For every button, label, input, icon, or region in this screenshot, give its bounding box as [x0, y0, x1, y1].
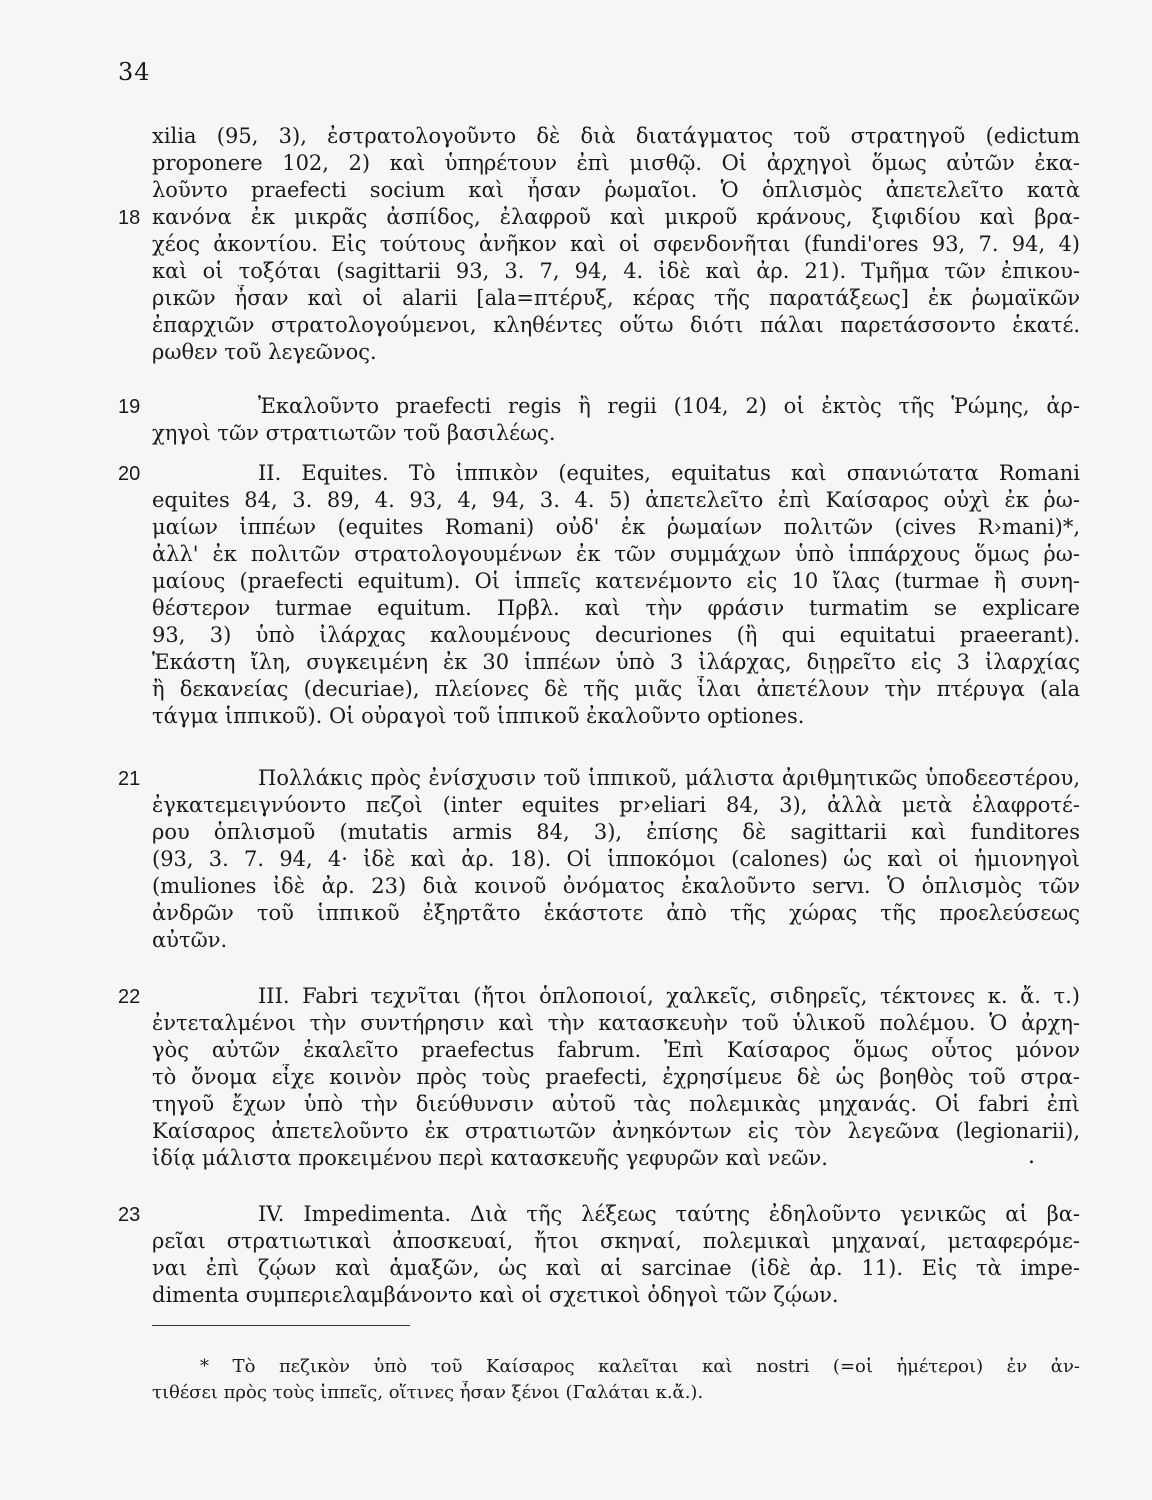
text-line: ἐντεταλμένοι τὴν συντήρησιν καὶ τὴν κατασκευὴν τοῦ ὑλικοῦ πολέμου. Ὁ ἀρχη-	[152, 1011, 1080, 1035]
text-line: III. Fabri τεχνῖται (ἤτοι ὁπλοποιοί, χαλκεῖς, σιδηρεῖς, τέκτονες κ. ἄ. τ.)	[258, 984, 1080, 1008]
text-line: ρου ὁπλισμοῦ (mutatis armis 84, 3), ἐπίσης δὲ sagittarii καὶ funditores	[152, 820, 1080, 844]
text-line: proponere 102, 2) καὶ ὑπηρέτουν ἐπὶ μισθῷ. Οἱ ἀρχηγοὶ ὅμως αὐτῶν ἐκα-	[152, 151, 1080, 175]
margin-number: 23	[118, 1204, 141, 1226]
page-number: 34	[118, 58, 151, 86]
margin-number: 22	[118, 986, 141, 1008]
text-line: 93, 3) ὑπὸ ἰλάρχας καλουμένους decuriones (ἢ qui equitatui praeerant).	[152, 623, 1080, 647]
text-line: ρεῖαι στρατιωτικαὶ ἀποσκευαί, ἤτοι σκηναί, πολεμικαὶ μηχαναί, μεταφερόμε-	[152, 1229, 1080, 1253]
text-line: χηγοὶ τῶν στρατιωτῶν τοῦ βασιλέως.	[152, 421, 556, 445]
footnote-line: τιθέσει πρὸς τοὺς ἱππεῖς, οἵτινες ἦσαν ξένοι (Γαλάται κ.ἄ.).	[152, 1382, 704, 1403]
text-line: ναι ἐπὶ ζῴων καὶ ἁμαξῶν, ὡς καὶ αἱ sarcinae (ἰδὲ ἀρ. 11). Εἰς τὰ impe-	[152, 1256, 1080, 1280]
text-line: equites 84, 3. 89, 4. 93, 4, 94, 3. 4. 5) ἀπετελεῖτο ἐπὶ Καίσαρος οὐχὶ ἐκ ῥω-	[152, 488, 1080, 512]
text-line: μαίους (praefecti equitum). Οἱ ἱππεῖς κατενέμοντο εἰς 10 ἴλας (turmae ἢ συνη-	[152, 569, 1080, 593]
text-line: ἀνδρῶν τοῦ ἱππικοῦ ἐξηρτᾶτο ἑκάστοτε ἀπὸ τῆς χώρας τῆς προελεύσεως	[152, 901, 1080, 925]
text-line: γὸς αὐτῶν ἐκαλεῖτο praefectus fabrum. Ἐπὶ Καίσαρος ὅμως οὗτος μόνον	[152, 1038, 1080, 1062]
text-line: (93, 3. 7. 94, 4· ἰδὲ καὶ ἀρ. 18). Οἱ ἱπποκόμοι (calones) ὡς καὶ οἱ ἡμιονηγοὶ	[152, 847, 1080, 871]
text-line: τάγμα ἱππικοῦ). Οἱ οὐραγοὶ τοῦ ἱππικοῦ ἐκαλοῦντο optiones.	[152, 704, 805, 728]
text-line: Πολλάκις πρὸς ἐνίσχυσιν τοῦ ἱππικοῦ, μάλιστα ἀριθμητικῶς ὑποδεεστέρου,	[258, 766, 1080, 790]
text-line: ἐπαρχιῶν στρατολογούμενοι, κληθέντες οὕτω διότι πάλαι παρετάσσοντο ἑκατέ.	[152, 313, 1080, 337]
text-line: αὐτῶν.	[152, 928, 228, 952]
text-line: (muliones ἰδὲ ἀρ. 23) διὰ κοινοῦ ὀνόματος ἐκαλοῦντο servı. Ὁ ὁπλισμὸς τῶν	[152, 874, 1080, 898]
footnote-divider	[152, 1325, 410, 1326]
text-line: μαίων ἱππέων (equites Romani) οὐδ' ἐκ ῥωμαίων πολιτῶν (cives R›mani)*,	[152, 515, 1080, 539]
text-line: ρικῶν ἦσαν καὶ οἱ alarii [ala=πτέρυξ, κέρας τῆς παρατάξεως] ἐκ ῥωμαϊκῶν	[152, 286, 1080, 310]
text-line: τὸ ὄνομα εἶχε κοινὸν πρὸς τοὺς praefecti, ἐχρησίμευε δὲ ὡς βοηθὸς τοῦ στρα-	[152, 1065, 1080, 1089]
text-line: Καίσαρος ἀπετελοῦντο ἐκ στρατιωτῶν ἀνηκόντων εἰς τὸν λεγεῶνα (legionarii),	[152, 1119, 1080, 1143]
text-line: Ἑκάστη ἴλη, συγκειμένη ἐκ 30 ἱππέων ὑπὸ 3 ἰλάρχας, διῃρεῖτο εἰς 3 ἰλαρχίας	[152, 650, 1080, 674]
margin-number: 18	[118, 207, 141, 229]
text-line: καὶ οἱ τοξόται (sagittarii 93, 3. 7, 94, 4. ἰδὲ καὶ ἀρ. 21). Τμῆμα τῶν ἐπικου-	[152, 259, 1080, 283]
text-line: II. Equites. Τὸ ἱππικὸν (equites, equitatus καὶ σπανιώτατα Romani	[258, 461, 1080, 485]
text-line: ἐγκατεμειγνύοντο πεζοὶ (inter equites pr›eliari 84, 3), ἀλλὰ μετὰ ἐλαφροτέ-	[152, 793, 1080, 817]
text-line: ἰδίᾳ μάλιστα προκειμένου περὶ κατασκευῆς γεφυρῶν καὶ νεῶν.	[152, 1146, 828, 1170]
stray-dot-mark: .	[1028, 1144, 1035, 1169]
text-line: ρωθεν τοῦ λεγεῶνος.	[152, 340, 377, 364]
margin-number: 21	[118, 768, 141, 790]
text-line: xilia (95, 3), ἐστρατολογοῦντο δὲ διὰ διατάγματος τοῦ στρατηγοῦ (edictum	[152, 124, 1080, 148]
text-line: ἢ δεκανείας (decuriae), πλείονες δὲ τῆς μιᾶς ἶλαι ἀπετέλουν τὴν πτέρυγα (ala	[152, 677, 1080, 701]
text-line: IV. Impedimenta. Διὰ τῆς λέξεως ταύτης ἐδηλοῦντο γενικῶς αἱ βα-	[258, 1202, 1080, 1226]
margin-number: 20	[118, 463, 141, 485]
text-line: κανόνα ἐκ μικρᾶς ἀσπίδος, ἐλαφροῦ καὶ μικροῦ κράνους, ξιφιδίου καὶ βρα-	[152, 205, 1080, 229]
text-line: τηγοῦ ἔχων ὑπὸ τὴν διεύθυνσιν αὐτοῦ τὰς πολεμικὰς μηχανάς. Οἱ fabri ἐπὶ	[152, 1092, 1080, 1116]
footnote-line: * Τὸ πεζικὸν ὑπὸ τοῦ Καίσαρος καλεῖται καὶ nostri (=οἱ ἡμέτεροι) ἐν ἀν-	[200, 1356, 1080, 1377]
text-line: dimenta συμπεριελαμβάνοντο καὶ οἱ σχετικοὶ ὁδηγοὶ τῶν ζῴων.	[152, 1283, 839, 1307]
text-line: ἀλλ' ἐκ πολιτῶν στρατολογουμένων ἐκ τῶν συμμάχων ὑπὸ ἱππάρχους ὅμως ῥω-	[152, 542, 1080, 566]
margin-number: 19	[118, 396, 141, 418]
text-line: χέος ἀκοντίου. Εἰς τούτους ἀνῆκον καὶ οἱ σφενδονῆται (fundi'ores 93, 7. 94, 4)	[152, 232, 1080, 256]
text-line: θέστερον turmae equitum. Πρβλ. καὶ τὴν φράσιν turmatim se explicare	[152, 596, 1080, 620]
text-line: λοῦντο praefecti socium καὶ ἦσαν ῥωμαῖοι. Ὁ ὁπλισμὸς ἀπετελεῖτο κατὰ	[152, 178, 1080, 202]
text-line: Ἐκαλοῦντο praefecti regis ἢ regii (104, 2) οἱ ἐκτὸς τῆς Ῥώμης, ἀρ-	[258, 394, 1080, 418]
